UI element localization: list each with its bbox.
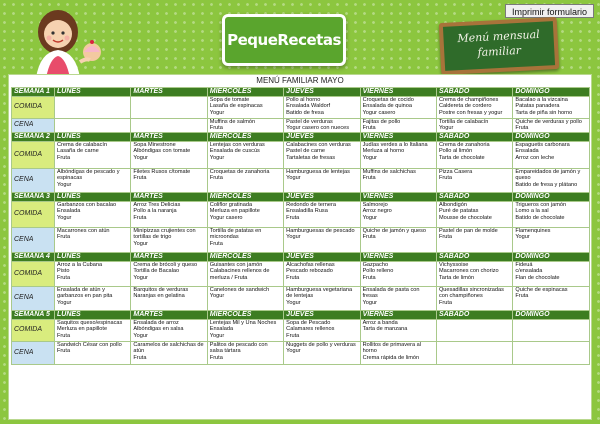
cena-row — [12, 342, 590, 365]
menu-cell[interactable] — [55, 202, 131, 228]
dish: Fruta — [362, 125, 376, 132]
dish: Fruta — [57, 234, 71, 241]
day-header: VIERNES — [360, 193, 436, 202]
cena-label: CENA — [12, 228, 55, 253]
comida-row — [12, 202, 590, 228]
dish: Fruta — [209, 354, 223, 361]
week-header-row — [12, 311, 590, 320]
dish: Yogur — [286, 348, 301, 355]
dish: Fruta — [57, 348, 71, 355]
menu-cell[interactable] — [284, 342, 360, 365]
dish: Yogur — [362, 299, 377, 306]
menu-cell[interactable] — [436, 202, 512, 228]
menu-cell[interactable] — [284, 202, 360, 228]
dish: Batido de fresa — [286, 109, 324, 116]
dish: Caldereta de cordero — [438, 103, 492, 110]
menu-card — [8, 74, 592, 420]
dish: Ensalada de arroz — [133, 320, 179, 326]
dish: Fruta — [362, 274, 376, 281]
dish: Saquitos queso/espinacas — [57, 320, 123, 326]
comida-row — [12, 262, 590, 287]
dish: Calamares rellenos — [286, 326, 335, 333]
dish: Trigueros con jamón — [515, 202, 567, 208]
dish: Pastel de pan de molde — [438, 228, 498, 234]
dish: Bacalao a la vizcaina — [515, 97, 568, 103]
menu-cell[interactable] — [284, 287, 360, 311]
day-header: MARTES — [131, 193, 207, 202]
menu-cell[interactable] — [207, 320, 283, 342]
dish: Coliflor gratinada — [209, 202, 253, 208]
menu-cell[interactable] — [207, 97, 283, 119]
dish: Caramelos de salchichas de atún — [133, 342, 204, 355]
dish: Gazpacho — [362, 262, 389, 268]
dish: Barquitos de verduras — [133, 287, 189, 293]
menu-cell[interactable] — [360, 169, 436, 193]
week-header-row — [12, 193, 590, 202]
menu-cell[interactable] — [207, 342, 283, 365]
dish: Judías verdes a lo Italiana — [362, 142, 428, 148]
menu-cell[interactable] — [436, 97, 512, 119]
dish: Fruta — [209, 125, 223, 132]
dish: Fruta — [286, 214, 300, 221]
comida-label: COMIDA — [12, 142, 55, 169]
dish: Tartaletas de fresas — [286, 154, 335, 161]
dish: Guisantes con jamón — [209, 262, 263, 268]
dish: Hamburguesa de lentejas — [286, 169, 350, 175]
cena-row — [12, 228, 590, 253]
comida-row — [12, 142, 590, 169]
dish: Crema rápida de limón — [362, 354, 420, 361]
day-header: DOMINGO — [513, 193, 589, 202]
menu-cell[interactable] — [513, 169, 589, 193]
dish: Muffins de salchichas — [362, 169, 416, 175]
menu-cell[interactable] — [436, 320, 512, 342]
menu-cell[interactable] — [55, 169, 131, 193]
dish: Fruta — [209, 240, 223, 247]
dish: Yogur — [133, 332, 148, 339]
day-header: SÁBADO — [436, 311, 512, 320]
dish: Garbanzos con bacalao — [57, 202, 117, 208]
cena-label: CENA — [12, 342, 55, 365]
dish: Yogur casero — [209, 214, 243, 221]
menu-cell[interactable] — [360, 202, 436, 228]
menu-cell[interactable] — [131, 119, 207, 133]
menu-cell[interactable] — [513, 119, 589, 133]
dish: Pollo relleno — [362, 268, 394, 275]
menu-cell[interactable] — [284, 228, 360, 253]
menu-cell[interactable] — [284, 119, 360, 133]
dish: Ensaladilla Rusa — [286, 208, 328, 215]
cena-label: CENA — [12, 287, 55, 311]
menu-table — [11, 87, 590, 365]
day-header: MIÉRCOLES — [207, 311, 283, 320]
dish: Quiche de espinacas — [515, 287, 568, 293]
day-header: MIÉRCOLES — [207, 88, 283, 97]
week-label: SEMANA 4 — [12, 253, 55, 262]
dish: Fruta — [57, 332, 71, 339]
comida-label: COMIDA — [12, 262, 55, 287]
day-header: LUNES — [55, 193, 131, 202]
dish: Rollitos de primavera al horno — [362, 342, 422, 355]
day-header: VIERNES — [360, 253, 436, 262]
dish: Ensalada — [209, 326, 234, 333]
menu-cell[interactable] — [131, 228, 207, 253]
menu-cell[interactable] — [207, 228, 283, 253]
dish: Muffins de salmón — [209, 119, 256, 125]
dish: Yogur — [286, 299, 301, 306]
dish: Palitos de pescado con salsa tártara — [209, 342, 268, 355]
day-header: JUEVES — [284, 311, 360, 320]
dish: Arroz a la Cubana — [57, 262, 103, 268]
dish: Naranjas en gelatina — [133, 293, 185, 300]
dish: Macarrones con chorizo — [438, 268, 499, 275]
dish: Flamenquines — [515, 228, 551, 234]
day-header: DOMINGO — [513, 88, 589, 97]
dish: Crema de calabacín — [57, 142, 108, 148]
menu-cell[interactable] — [55, 142, 131, 169]
dish: Croquetas de cocido — [362, 97, 414, 103]
dish: Arroz Tres Delicias — [133, 202, 181, 208]
dish: Alcachofas rellenas — [286, 262, 335, 268]
day-header: MIÉRCOLES — [207, 133, 283, 142]
menu-cell[interactable] — [436, 262, 512, 287]
dish: Yogur casero con nueces — [286, 125, 350, 132]
dish: Espaguetis carbonara — [515, 142, 570, 148]
menu-cell[interactable] — [284, 169, 360, 193]
menu-cell[interactable] — [207, 119, 283, 133]
day-header: LUNES — [55, 133, 131, 142]
cena-row — [12, 119, 590, 133]
dish: Sopa de Pescado — [286, 320, 331, 326]
dish: Ensalada de quinoa — [362, 103, 413, 110]
cena-row — [12, 169, 590, 193]
dish: Fruta — [515, 293, 529, 300]
dish: Lentejas con verduras — [209, 142, 265, 148]
dish: Hamburguesa vegetariana de lentejas — [286, 287, 353, 300]
dish: Albóndigas con tomate — [133, 148, 191, 155]
dish: Pescado rebozado — [286, 268, 333, 275]
dish: Yogur — [286, 175, 301, 182]
comida-row — [12, 97, 590, 119]
dish: Puré de patatas — [438, 208, 479, 215]
menu-cell[interactable] — [436, 228, 512, 253]
day-header: SÁBADO — [436, 133, 512, 142]
comida-label: COMIDA — [12, 97, 55, 119]
dish: Quesadillas sincronizadas con champiñones — [438, 287, 504, 300]
dish: Fruta — [133, 354, 147, 361]
dish: Yogur — [57, 214, 72, 221]
menu-cell[interactable] — [55, 262, 131, 287]
dish: Fruta — [133, 214, 147, 221]
menu-cell[interactable] — [207, 169, 283, 193]
dish: Fruta — [362, 234, 376, 241]
day-header: JUEVES — [284, 133, 360, 142]
dish: Yogur — [209, 293, 225, 300]
week-header-row — [12, 253, 590, 262]
menu-cell[interactable] — [284, 97, 360, 119]
day-header: MIÉRCOLES — [207, 193, 283, 202]
dish: Pisto — [57, 268, 70, 275]
cena-label: CENA — [12, 119, 55, 133]
menu-cell[interactable] — [207, 287, 283, 311]
dish: Ensalada de pasta con fresas — [362, 287, 420, 300]
day-header: MARTES — [131, 88, 207, 97]
day-header: DOMINGO — [513, 253, 589, 262]
dish: Patatas panadera — [515, 103, 560, 110]
menu-cell[interactable] — [513, 320, 589, 342]
day-header: MARTES — [131, 311, 207, 320]
dish: Ensalada de cuscús — [209, 148, 260, 155]
dish: Sopa de tomate — [209, 97, 250, 103]
dish: Yogur — [286, 234, 301, 241]
dish: Yogur — [57, 181, 72, 188]
comida-row — [12, 320, 590, 342]
dish: Albondigón — [438, 202, 467, 208]
day-header: SÁBADO — [436, 88, 512, 97]
dish: Filetes Rusos c/tomate — [133, 169, 191, 175]
dish: Ensalada de atún y garbanzos en pan pita — [57, 287, 113, 300]
week-label: SEMANA 1 — [12, 88, 55, 97]
dish: Lomo a la sal — [515, 208, 549, 215]
dish: Crema de brócoli y queso — [133, 262, 198, 268]
dish: Yogur — [209, 332, 225, 339]
dish: Yogur — [133, 154, 148, 161]
dish: Croquetas de zanahoria — [209, 169, 270, 175]
day-header: LUNES — [55, 311, 131, 320]
menu-cell[interactable] — [55, 320, 131, 342]
menu-cell[interactable] — [436, 119, 512, 133]
dish: Pastel de verduras — [286, 119, 333, 125]
dish: Pastel de carne — [286, 148, 326, 155]
dish: Flan de chocolate — [515, 274, 560, 281]
dish: Pollo al horno — [286, 97, 321, 103]
board-title-line2: familiar — [477, 43, 522, 60]
dish: Yogur — [362, 214, 377, 221]
menu-cell[interactable] — [513, 97, 589, 119]
dish: Mousse de chocolate — [438, 214, 492, 221]
dish: Merluza en papillote — [57, 326, 108, 333]
dish: Quiche de jamón y queso — [362, 228, 426, 234]
dish: Yogur — [57, 299, 72, 306]
day-header: VIERNES — [360, 133, 436, 142]
dish: Arroz negro — [362, 208, 392, 215]
dish: Pollo a la naranja — [133, 208, 177, 215]
dish: Fruta — [362, 175, 376, 182]
day-header: JUEVES — [284, 88, 360, 97]
menu-cell[interactable] — [131, 320, 207, 342]
dish: Yogur — [362, 154, 377, 161]
menu-cell[interactable] — [55, 342, 131, 365]
dish: Tarta de limón — [438, 274, 475, 281]
dish: Albóndigas de pescado y espinacas — [57, 169, 120, 182]
menu-cell[interactable] — [207, 142, 283, 169]
dish: Fruta — [286, 332, 300, 339]
dish: Fruta — [438, 234, 453, 241]
menu-cell[interactable] — [55, 228, 131, 253]
day-header: MIÉRCOLES — [207, 253, 283, 262]
dish: Calabacines rellenos de merluza / Fruta — [209, 268, 270, 281]
cena-label: CENA — [12, 169, 55, 193]
dish: Vichyssoise — [438, 262, 469, 268]
dish: Fruta — [286, 274, 300, 281]
menu-cell[interactable] — [436, 342, 512, 365]
dish: Calabacines con verduras — [286, 142, 351, 148]
comida-label: COMIDA — [12, 202, 55, 228]
menu-cell[interactable] — [131, 169, 207, 193]
dish: Fruta — [209, 175, 223, 182]
dish: Crema de champiñones — [438, 97, 499, 103]
dish: Salmorejo — [362, 202, 388, 208]
dish: Sandwich César con pollo — [57, 342, 122, 348]
menu-cell[interactable] — [131, 142, 207, 169]
dish: c/ensalada — [515, 268, 543, 275]
menu-cell[interactable] — [207, 262, 283, 287]
menu-cell[interactable] — [360, 119, 436, 133]
dish: Tarta de piña sin horno — [515, 109, 573, 116]
day-header: DOMINGO — [513, 311, 589, 320]
dish: Redondo de ternera — [286, 202, 336, 208]
dish: Fruta — [438, 175, 453, 182]
dish: Fruta — [57, 274, 71, 281]
dish: Yogur — [209, 109, 225, 116]
print-form-button[interactable]: Imprimir formulario — [505, 4, 594, 18]
menu-cell[interactable] — [360, 142, 436, 169]
menu-cell[interactable] — [207, 202, 283, 228]
dish: Sopa Minestrone — [133, 142, 176, 148]
dish: Yogur — [438, 125, 454, 132]
dish: Fruta — [133, 175, 147, 182]
day-header: JUEVES — [284, 253, 360, 262]
day-header: JUEVES — [284, 193, 360, 202]
menu-cell[interactable] — [284, 262, 360, 287]
dish: Yogur casero — [362, 109, 396, 116]
day-header: DOMINGO — [513, 133, 589, 142]
dish: Nuggets de pollo y verduras — [286, 342, 356, 348]
dish: Fajitas de pollo — [362, 119, 401, 125]
menu-cell[interactable] — [131, 97, 207, 119]
dish: Tortilla de Bacalao — [133, 268, 180, 275]
dish: Yogur — [515, 234, 530, 241]
dish: Fruta — [438, 299, 453, 306]
week-label: SEMANA 2 — [12, 133, 55, 142]
dish: Batido de fresa y plátano — [515, 181, 578, 188]
dish: Yogur — [133, 274, 148, 281]
dish: Pollo al limón — [438, 148, 473, 155]
week-header-row — [12, 133, 590, 142]
dish: Yogur — [209, 154, 225, 161]
dish: Lasaña de carne — [57, 148, 99, 155]
dish: Quiche de verduras y pollo — [515, 119, 582, 125]
dish: Merluza al horno — [362, 148, 405, 155]
dish: Minipizzas crujientes con tortillas de trigo — [133, 228, 196, 241]
dish: Lentejas Mil y Una Noches — [209, 320, 277, 326]
dish: Ensalada Waldorf — [286, 103, 331, 110]
menu-cell[interactable] — [436, 287, 512, 311]
dish: Hamburguesas de pescado — [286, 228, 355, 234]
dish: Fruta — [515, 125, 529, 132]
menu-cell[interactable] — [284, 320, 360, 342]
dish: Macarrones con atún — [57, 228, 110, 234]
menu-cell[interactable] — [436, 169, 512, 193]
menu-cell[interactable] — [131, 202, 207, 228]
dish: Ensalada — [57, 208, 81, 215]
dish: Arroz con leche — [515, 154, 555, 161]
dish: Tortilla de calabacín — [438, 119, 489, 125]
monthly-menu-chalkboard — [439, 17, 560, 75]
day-header: VIERNES — [360, 311, 436, 320]
dish: Lasaña de espinacas — [209, 103, 263, 110]
menu-cell[interactable] — [360, 342, 436, 365]
dish: Albóndigas en salsa — [133, 326, 184, 333]
dish: Crema de zanahoria — [438, 142, 490, 148]
dish: Postre con fresas y yogur — [438, 109, 503, 116]
dish: Batido de chocolate — [515, 214, 565, 221]
menu-title: MENÚ FAMILIAR MAYO — [256, 76, 344, 85]
week-label: SEMANA 5 — [12, 311, 55, 320]
day-header: SÁBADO — [436, 193, 512, 202]
dish: Tortilla de patatas en microondas — [209, 228, 262, 241]
menu-cell[interactable] — [284, 142, 360, 169]
dish: Tarta de chocolate — [438, 154, 485, 161]
day-header: LUNES — [55, 88, 131, 97]
menu-cell[interactable] — [131, 342, 207, 365]
dish: Fideuá — [515, 262, 533, 268]
board-title-line1: Menú mensual — [457, 27, 540, 46]
menu-cell[interactable] — [513, 228, 589, 253]
comida-label: COMIDA — [12, 320, 55, 342]
menu-cell[interactable] — [513, 142, 589, 169]
dish: Pizza Casera — [438, 169, 473, 175]
menu-cell[interactable] — [513, 202, 589, 228]
chef-illustration — [6, 2, 116, 78]
menu-cell[interactable] — [360, 287, 436, 311]
menu-cell[interactable] — [131, 287, 207, 311]
dish: Merluza en papillote — [209, 208, 260, 215]
menu-cell[interactable] — [360, 262, 436, 287]
day-header: MARTES — [131, 253, 207, 262]
menu-cell[interactable] — [360, 320, 436, 342]
menu-cell[interactable] — [55, 97, 131, 119]
day-header: VIERNES — [360, 88, 436, 97]
day-header: MARTES — [131, 133, 207, 142]
menu-cell[interactable] — [55, 119, 131, 133]
menu-cell[interactable] — [436, 142, 512, 169]
dish: Yogur — [133, 240, 148, 247]
menu-cell[interactable] — [513, 262, 589, 287]
week-label: SEMANA 3 — [12, 193, 55, 202]
menu-cell[interactable] — [360, 228, 436, 253]
menu-cell[interactable] — [131, 262, 207, 287]
menu-cell[interactable] — [513, 342, 589, 365]
dish: Tarta de manzana — [362, 326, 408, 333]
menu-cell[interactable] — [55, 287, 131, 311]
menu-cell[interactable] — [513, 287, 589, 311]
cena-row — [12, 287, 590, 311]
week-header-row — [12, 88, 590, 97]
day-header: LUNES — [55, 253, 131, 262]
day-header: SÁBADO — [436, 253, 512, 262]
menu-cell[interactable] — [360, 97, 436, 119]
dish: Canelones de sandwich — [209, 287, 270, 293]
dish: Arroz a banda — [362, 320, 398, 326]
site-logo[interactable]: PequeRecetas — [222, 14, 346, 66]
dish: Empareidados de jamón y queso — [515, 169, 581, 182]
dish: Fruta — [57, 154, 71, 161]
dish: Ensalada — [515, 148, 539, 155]
